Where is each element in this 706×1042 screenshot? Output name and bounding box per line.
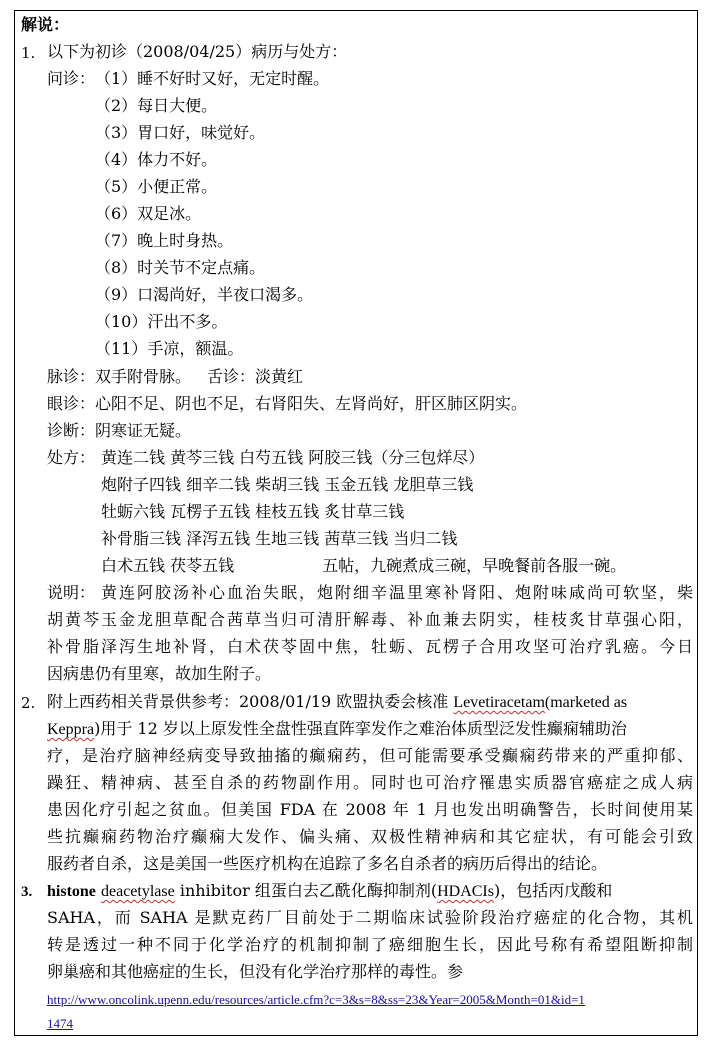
prescription-line-5-row (101, 554, 626, 578)
reference-link[interactable]: http://www.oncolink.upenn.edu/resources/article.cfm?c=3&s=8&ss=23&Year=2005&Month=01&id=1 (47, 992, 585, 1007)
item-1-number: 1. (21, 44, 36, 62)
drug-name: Levetiracetam (453, 694, 545, 711)
term-deacetylase: deacetylase (101, 883, 175, 900)
item-2-number: 2. (21, 694, 36, 712)
term-histone: histone (47, 883, 96, 900)
item-2-line-6: 些抗癫痫药物治疗癫痫大发作、偏头痛、双极性精神病和其它症状，有可能会引致 (47, 827, 693, 846)
item-3-number: 3. (21, 884, 33, 900)
diagnosis-row (47, 419, 191, 443)
prescription-line-4: 补骨脂三钱 泽泻五钱 生地三钱 茜草三钱 当归二钱 (101, 529, 458, 548)
tongue-label: 舌诊： (207, 367, 256, 386)
prescription-label: 处方： (47, 448, 96, 467)
symptom-5: （5）小便正常。 (95, 177, 218, 196)
explanation-line-1: 黄连阿胶汤补心血治失眠，炮附细辛温里寒补肾阳、炮附味咸尚可软坚，柴 (101, 583, 693, 602)
item-2-line-2 (47, 717, 627, 741)
item-3-line-2: SAHA，而 SAHA 是默克药厂目前处于二期临床试验阶段治疗癌症的化合物，其机 (47, 908, 693, 927)
item-2-line-3: 疗，是治疗脑神经病变导致抽搐的癫痫药，但可能需要承受癫痫药带来的严重抑郁、 (47, 746, 693, 765)
tongue-value: 淡黄红 (255, 367, 304, 386)
symptom-9: （9）口渴尚好，半夜口渴多。 (95, 285, 314, 304)
diagnosis-label: 诊断： (47, 421, 96, 440)
reference-link-line-2[interactable] (47, 1011, 73, 1035)
symptom-6: （6）双足冰。 (95, 204, 202, 223)
item-3-line-3: 转是透过一种不同于化学治疗的机制抑制了癌细胞生长，因此号称有希望阻断抑制 (47, 935, 693, 954)
eye-value: 心阳不足、阴也不足，右肾阳失、左肾尚好，肝区肺区阴实。 (95, 394, 528, 413)
eye-row (47, 392, 527, 416)
item-3-line-1-suffix: )，包括丙戊酸和 (493, 881, 613, 900)
pulse-row (47, 365, 303, 389)
item-2-line-7: 服药者自杀，这是美国一些医疗机构在追踪了多名自杀者的病历后得出的结论。 (47, 854, 608, 873)
pulse-value: 双手附骨脉。 (95, 367, 192, 386)
reference-link-line-1[interactable] (47, 987, 585, 1011)
prescription-line-5: 白术五钱 茯苓五钱 (101, 556, 235, 575)
brand-name: Keppra (47, 721, 95, 738)
abbr-hdacis: HDACIs (437, 883, 494, 900)
symptom-4: （4）体力不好。 (95, 150, 218, 169)
prescription-line-3: 牡蛎六钱 瓦楞子五钱 桂枝五钱 炙甘草三钱 (101, 502, 405, 521)
item-2-line-5: 患因化疗引起之贫血。但美国 FDA 在 2008 年 1 月也发出明确警告，长时间使用某 (47, 800, 693, 819)
symptom-1: （1）睡不好时又好，无定时醒。 (95, 69, 330, 88)
item-1-intro: 以下为初诊（2008/04/25）病历与处方： (47, 42, 348, 61)
item-2-line-2-suffix: )用于 12 岁以上原发性全盘性强直阵挛发作之难治体质型泛发性癫痫辅助治 (94, 719, 627, 738)
symptom-8: （8）时关节不定点痛。 (95, 258, 266, 277)
symptom-3: （3）胃口好，味觉好。 (95, 123, 266, 142)
item-2-line-4: 躁狂、精神病、甚至自杀的药物副作用。同时也可治疗罹患实质器官癌症之成人病 (47, 773, 693, 792)
item-2-line-1-prefix: 附上西药相关背景供参考：2008/01/19 欧盟执委会核准 (47, 692, 454, 711)
prescription-line-1: 黄连二钱 黄芩三钱 白芍五钱 阿胶三钱（分三包烊尽） (101, 448, 485, 467)
explanation-line-3: 补骨脂泽泻生地补肾，白术茯苓固中焦，牡蛎、瓦楞子合用攻坚可治疗乳癌。今日 (47, 637, 693, 656)
item-3-line-1-mid: inhibitor 组蛋白去乙酰化酶抑制剂( (174, 881, 438, 900)
item-3-line-4: 卵巢癌和其他癌症的生长，但没有化学治疗那样的毒性。参 (47, 962, 464, 981)
item-2-line-1 (47, 690, 627, 714)
explanation-label: 说明： (47, 583, 96, 602)
explanation-line-2: 胡黄芩玉金龙胆草配合茜草当归可清肝解毒、补血兼去阴实，桂枝炙甘草强心阳， (47, 610, 693, 629)
symptom-11: （11）手凉，额温。 (95, 339, 244, 358)
pulse-label: 脉诊： (47, 367, 96, 386)
dosage: 五帖，九碗煮成三碗，早晚餐前各服一碗。 (322, 556, 627, 575)
explanation-line-4: 因病患仍有里寒，故加生附子。 (47, 664, 272, 683)
prescription-line-2: 炮附子四钱 细辛二钱 柴胡三钱 玉金五钱 龙胆草三钱 (101, 475, 474, 494)
symptom-2: （2）每日大便。 (95, 96, 218, 115)
symptom-7: （7）晚上时身热。 (95, 231, 234, 250)
item-3-line-1 (47, 879, 612, 903)
wenzhen-label: 问诊： (47, 69, 96, 88)
reference-link-cont[interactable]: 1474 (47, 1016, 73, 1031)
symptom-10: （10）汗出不多。 (95, 312, 228, 331)
diagnosis-value: 阴寒证无疑。 (95, 421, 192, 440)
eye-label: 眼诊： (47, 394, 96, 413)
section-title: 解说： (21, 15, 70, 34)
item-2-line-1-suffix: (marketed as (544, 694, 628, 711)
